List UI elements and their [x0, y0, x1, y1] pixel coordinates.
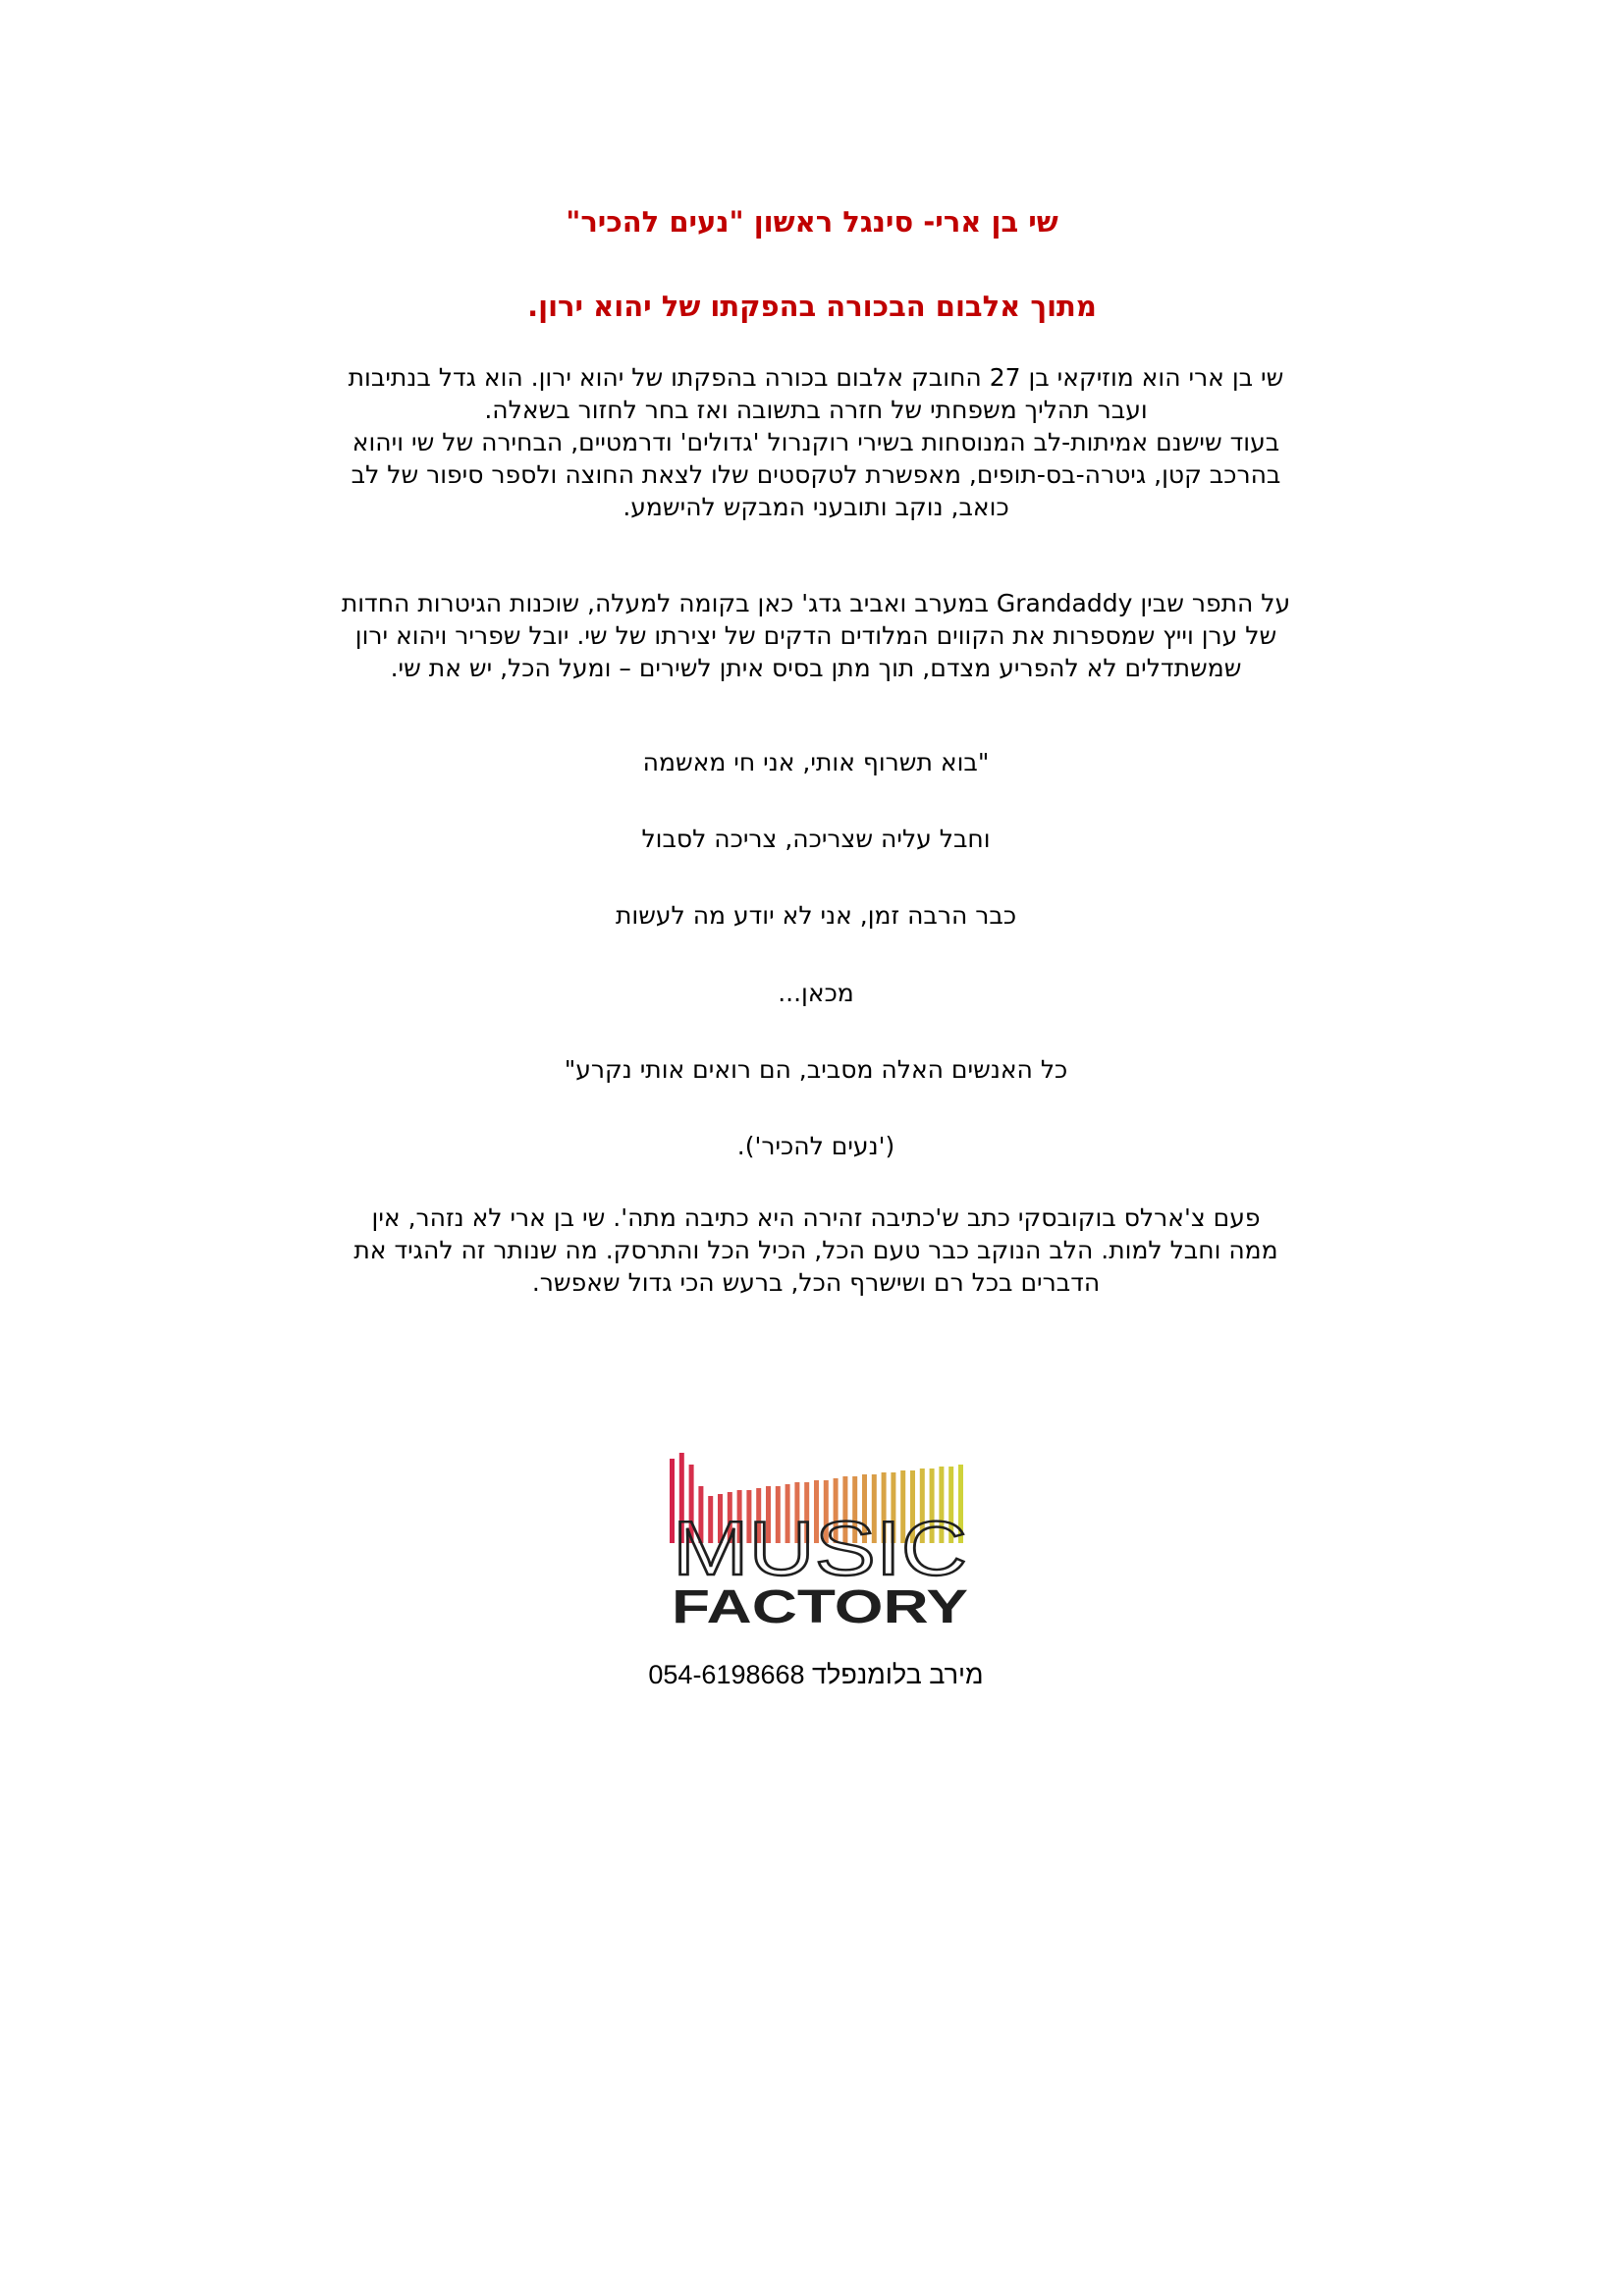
lyric-line: מכאן... [778, 979, 854, 1007]
lyric-line: וחבל עליה שצריכה, צריכה לסבול [641, 825, 991, 853]
paragraph-closing [241, 1201, 1391, 1299]
lyric-line: "בוא תשרוף אותי, אני חי מאשמה [642, 748, 990, 776]
logo-music-text: MUSIC [673, 1505, 967, 1591]
logo-factory-text: FACTORY [672, 1581, 968, 1628]
paragraph-line: בעוד שישנם אמיתות-לב המנוסחות בשירי רוקנרול 'גדולים' ודרמטיים, הבחירה של שי ויהוא [352, 428, 1280, 456]
paragraph-line: על התפר שבין Grandaddy במערב ואביב גדג' כאן בקומה למעלה, שוכנות הגיטרות החדות [341, 589, 1291, 617]
paragraph-musicians [241, 587, 1391, 684]
paragraph-intro [241, 361, 1391, 523]
lyric-source: ('נעים להכיר'). [736, 1132, 895, 1160]
paragraph-line: הדברים בכל רם ושישרף הכל, ברעש הכי גדול שאפשר. [531, 1268, 1101, 1297]
contact-info: מירב בלומנפלד 054-6198668 [648, 1660, 984, 1689]
paragraph-line: שמשתדלים לא להפריע מצדם, תוך מתן בסיס איתן לשירים – ומעל הכל, יש את שי. [390, 654, 1242, 682]
document-subtitle: מתוך אלבום הבכורה בהפקתו של יהוא ירון. [527, 290, 1097, 323]
paragraph-line: כואב, נוקב ותובעני המבקש להישמע. [623, 493, 1009, 521]
document-title: שי בן ארי- סינגל ראשון "נעים להכיר" [566, 205, 1058, 239]
paragraph-line: פעם צ'ארלס בוקובסקי כתב ש'כתיבה זהירה היא כתיבה מתה'. שי בן ארי לא נזהר, אין [371, 1203, 1261, 1232]
paragraph-line: ממה וחבל למות. הלב הנוקב כבר טעם הכל, הכיל הכל והתרסק. מה שנותר זה להגיד את [353, 1236, 1278, 1264]
paragraph-line: שי בן ארי הוא מוזיקאי בן 27 החובק אלבום בכורה בהפקתו של יהוא ירון. הוא גדל בנתיבות [348, 363, 1284, 392]
lyric-line: כבר הרבה זמן, אני לא יודע מה לעשות [615, 901, 1017, 930]
paragraph-line: בהרכב קטן, גיטרה-בס-תופים, מאפשרת לטקסטים שלו לצאת החוצה ולספר סיפור של לב [351, 460, 1281, 489]
lyric-line: כל האנשים האלה מסביב, הם רואים אותי נקרע" [564, 1055, 1068, 1084]
paragraph-line: ועבר תהליך משפחתי של חזרה בתשובה ואז בחר לחזור בשאלה. [484, 396, 1148, 424]
music-factory-logo [666, 1435, 974, 1628]
paragraph-line: של ערן וייץ שמספרות את הקווים המלודים הדקים של יצירתו של שי. יובל שפריר ויהוא ירון [354, 621, 1277, 650]
